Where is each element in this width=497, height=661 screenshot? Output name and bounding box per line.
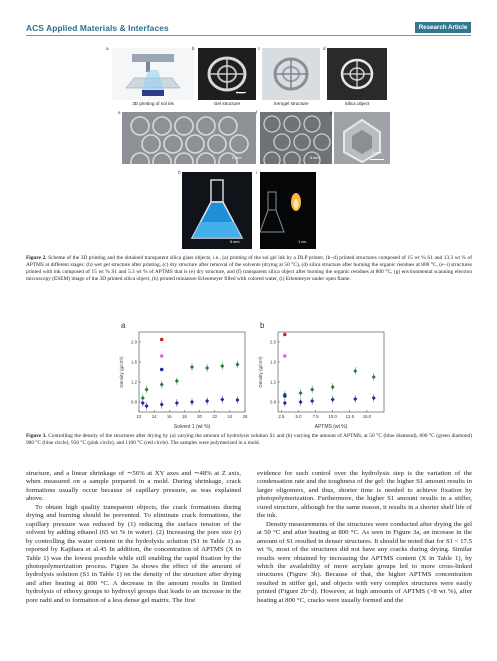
panel-caption-xerogel: Xerogel structure bbox=[273, 101, 309, 106]
data-point-circle bbox=[160, 354, 164, 358]
scale-bar-e: 5 mm bbox=[232, 156, 242, 160]
panel-letter-g: g bbox=[330, 110, 333, 115]
x-tick-label: 14 bbox=[151, 414, 157, 419]
x-tick-label: 24 bbox=[227, 414, 233, 419]
y-tick-label: 1.2 bbox=[131, 379, 137, 385]
data-point-circle bbox=[283, 333, 287, 337]
panel-caption-printing: 3D printing of sol ink bbox=[132, 101, 174, 106]
printer-illustration bbox=[112, 48, 194, 100]
panel-caption-gel: Gel structure bbox=[213, 101, 241, 106]
data-point-circle bbox=[283, 354, 287, 358]
panel-d-silica-image bbox=[327, 48, 387, 100]
panel-letter-h: h bbox=[178, 170, 181, 175]
y-axis-label: Density (g/cm³) bbox=[119, 356, 124, 388]
panel-letter-d: d bbox=[323, 46, 326, 51]
figure-2-caption-text: Scheme of the 3D printing and the obtained transparent silica glass objects, i.e., (a) printing of the sol gel ink by a DLP printer, (b−d) printed structures composed of 15 wt % S1 and 13.3 wt % of APTMS at different stages: (b) wet gel structure after printing, (c) dry structure after removal of the solvents (drying at 50 °C), (d) silica structure after burning the organic residues at 800 °C, (e−i) structures printed with ink composed of 15 wt % S1 and 5.3 wt % of APTMS that is (e) dry structure, and (f) transparent silica object after burning the organic residues at 800 °C, (g) environmental scanning electron microscopy (ESEM) image of the 3D printed silica object, (h) printed miniature Erlenmeyer filled with colored water, (i) Erlenmeyer under open flame. bbox=[26, 255, 472, 283]
x-axis-label: APTMS (wt %) bbox=[314, 424, 348, 430]
data-point-circle bbox=[283, 394, 287, 398]
x-tick-label: 12.5 bbox=[345, 414, 354, 419]
xerogel-structure-image bbox=[262, 48, 320, 100]
body-paragraph: Density measurements of the structures were conducted after drying the gel at 50 °C and after heating at 800 °C. As seen in Figure 3a, an increase in the amount of S1 resulted in denser structures. It should be noted that for S1 < 17.5 wt %, most of the structures did not have any cracks during drying. Similar results were obtained by increasing the APTMS content (X in Table 1), by which the availability of more acrylate groups led to more cross-linked structures (Figure 3b). Because of that, the higher APTMS concentration resulted in stiffer gel, and objects with very complex structures were easily printed (Figure 2b−d). However, at high amounts of APTMS (>8 wt %), after heating at 800 °C, cracks were usually formed and the bbox=[257, 520, 472, 604]
data-point-circle bbox=[160, 338, 164, 342]
panel-letter-c: c bbox=[258, 46, 261, 51]
body-paragraph: To obtain high quality transparent objects, the crack formations during drying and burning should be prevented. To eliminate crack formations, the capillary pressure was reduced by (1) reducing the surface tension of the solvent by adding ethanol (65 wt % in water). (2) Increasing the pore size (r) by controlling the water content in the hydrolysis solution (S1 in Table 1) as reported by Kajihara et al.45 In addition, the concentration of APTMS (X in Table 1) was the lowest possible while still enabling the rapid fixation by the photopolymerization process. Figure 3a shows the effect of the amount of hydrolysis solution (S1 in Table 1) on the density of the structure after drying and after heating at 800 °C. A decrease in the amount results in limited hydrolysis of ethoxy groups to hydroxyl groups that leads to an increase in the pore radii and to formation of a less dense gel matrix. The first bbox=[26, 503, 241, 604]
panel-a-printer-scheme bbox=[112, 48, 194, 100]
header-rule bbox=[26, 35, 471, 36]
x-tick-label: 2.5 bbox=[278, 414, 285, 419]
figure-3-caption bbox=[26, 433, 472, 447]
journal-title: ACS Applied Materials & Interfaces bbox=[26, 23, 169, 33]
body-paragraph: evidence for such control over the hydrolysis step is the variation of the condensation rate and the toughness of the gel: the higher S1 amount results in larger oligomers, and thus, shorter time is needed to achieve fixation by photopolymerization. Furthermore, the higher S1 amount results in a stiffer, cured structure, although for the same reason, it results in a shorter shelf life of the ink. bbox=[257, 470, 472, 520]
density-vs-aptms-chart bbox=[256, 328, 390, 430]
x-tick-label: 20 bbox=[197, 414, 202, 419]
panel-letter-b: b bbox=[192, 46, 195, 51]
scale-bar-g: 2 mm bbox=[372, 151, 382, 155]
x-tick-label: 22 bbox=[212, 414, 218, 419]
x-tick-label: 5.0 bbox=[295, 414, 302, 419]
panel-b-gel-image bbox=[198, 48, 256, 100]
scale-bar-f: 5 mm bbox=[310, 156, 320, 160]
y-tick-label: 1.6 bbox=[131, 359, 137, 365]
y-axis-label: Density (g/cm³) bbox=[258, 356, 263, 388]
y-tick-label: 0.8 bbox=[270, 399, 276, 405]
gel-structure-image bbox=[198, 48, 256, 100]
scale-bar-i: 1 cm bbox=[298, 240, 307, 244]
panel-letter-a: a bbox=[106, 46, 109, 51]
figure-3-label: Figure 3. bbox=[26, 433, 47, 439]
panel-i-flame-image bbox=[260, 172, 316, 249]
chart-b-letter: b bbox=[260, 321, 265, 330]
erlenmeyer-flame-image bbox=[260, 172, 316, 249]
x-tick-label: 15.0 bbox=[362, 414, 372, 419]
esem-image bbox=[334, 112, 390, 164]
scale-bar-b: 1 cm bbox=[236, 91, 245, 95]
transparent-lattice-image bbox=[260, 112, 332, 164]
y-tick-label: 0.8 bbox=[131, 399, 137, 405]
scale-bar-h: 5 mm bbox=[230, 240, 240, 244]
panel-letter-e: e bbox=[118, 110, 121, 115]
figure-3-caption-text: Controlling the density of the structures after drying by (a) varying the amount of hydrolysis solution S1 and (b) varying the amount of APTMS, at 50 °C (blue diamond), 800 °C (green diamond) 900 °C (blue circle), 950 °C (pink circle), and 1100 °C (red circle). The samples were polymerized in a mold. bbox=[26, 433, 472, 447]
y-tick-label: 2.0 bbox=[131, 339, 137, 345]
body-column-right bbox=[257, 470, 472, 605]
panel-caption-silica: Silica object bbox=[344, 101, 370, 106]
x-tick-label: 12 bbox=[136, 414, 142, 419]
data-point-circle bbox=[160, 368, 164, 372]
body-column-left bbox=[26, 470, 241, 605]
x-tick-label: 7.5 bbox=[312, 414, 319, 419]
x-tick-label: 18 bbox=[182, 414, 187, 419]
article-type-badge: Research Article bbox=[415, 22, 471, 33]
x-axis-label: Solvent 1 (wt %) bbox=[173, 424, 211, 430]
y-tick-label: 2.0 bbox=[270, 339, 276, 345]
erlenmeyer-colored-water-image bbox=[182, 172, 252, 249]
plot-frame bbox=[278, 332, 384, 412]
chart-a-letter: a bbox=[121, 321, 126, 330]
x-tick-label: 26 bbox=[242, 414, 248, 419]
figure-2-label: Figure 2. bbox=[26, 255, 47, 261]
body-paragraph: structure, and a linear shrinkage of ∼56% at XY axes and ∼48% at Z axis, when measured on a sample prepared in a mold. During shrinkage, crack formations usually occur because of capillary pressure, as was explained above. bbox=[26, 470, 241, 503]
y-tick-label: 1.2 bbox=[270, 379, 276, 385]
panel-h-erlenmeyer-image bbox=[182, 172, 252, 249]
density-vs-solvent-chart bbox=[117, 328, 251, 430]
panel-g-esem-image bbox=[334, 112, 390, 164]
panel-f-transparent-lattice-image bbox=[260, 112, 332, 164]
x-tick-label: 16 bbox=[166, 414, 172, 419]
panel-letter-f: f bbox=[256, 110, 258, 115]
panel-letter-i: i bbox=[256, 170, 257, 175]
y-tick-label: 1.6 bbox=[270, 359, 276, 365]
x-tick-label: 10.0 bbox=[328, 414, 337, 419]
figure-2-caption bbox=[26, 255, 472, 283]
silica-object-image bbox=[327, 48, 387, 100]
panel-c-xerogel-image bbox=[262, 48, 320, 100]
